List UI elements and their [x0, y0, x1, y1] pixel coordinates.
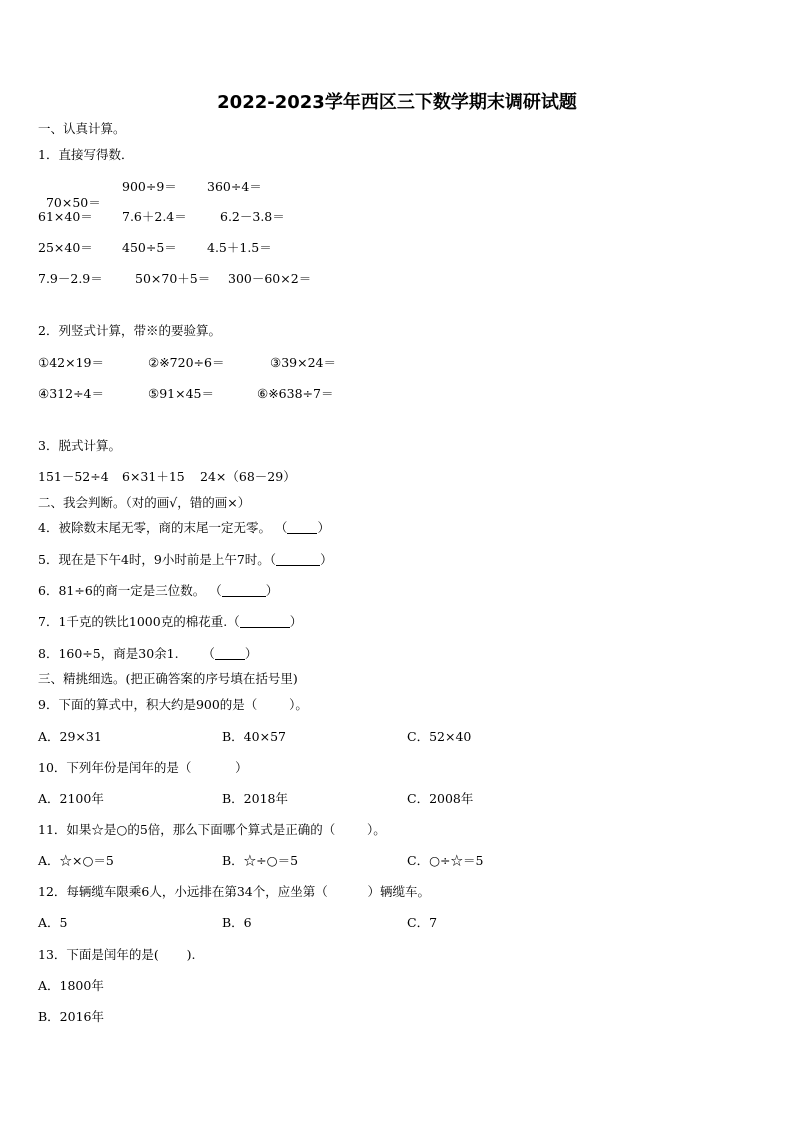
q2-item: ②※720÷6＝ — [148, 355, 225, 370]
judge-close: ） — [265, 583, 279, 598]
choice-option[interactable]: A．29×31 — [38, 729, 102, 744]
judge-close: ） — [320, 552, 333, 567]
q2-item: ⑤91×45＝ — [148, 386, 214, 401]
judge-text: 7．1千克的铁比1000克的棉花重.（ — [38, 614, 240, 629]
judge-close: ） — [244, 646, 258, 661]
choice-option[interactable]: A．☆×○＝5 — [38, 853, 114, 868]
q2-item: ④312÷4＝ — [38, 386, 104, 401]
choice-stem: 12．每辆缆车限乘6人，小远排在第34个，应坐第（ ）辆缆车。 — [38, 884, 430, 899]
choice-option[interactable]: B．☆÷○＝5 — [222, 853, 299, 868]
q1-item: 50×70＋5＝ — [135, 271, 211, 286]
judge-item — [38, 520, 330, 536]
question-2-stem: 2．列竖式计算，带※的要验算。 — [38, 323, 221, 338]
q2-item: ③39×24＝ — [270, 355, 336, 370]
q1-item: 25×40＝ — [38, 240, 93, 255]
q3-item: 6×31＋15 — [122, 469, 185, 484]
judge-item — [38, 614, 302, 630]
question-3-stem: 3．脱式计算。 — [38, 438, 121, 453]
section-3-heading: 三、精挑细选。(把正确答案的序号填在括号里) — [38, 671, 298, 686]
judge-text: 4．被除数末尾无零，商的末尾一定无零。 （ — [38, 520, 288, 535]
judge-text: 6．81÷6的商一定是三位数。 （ — [38, 583, 222, 598]
judge-text: 5．现在是下午4时，9小时前是上午7时。（ — [38, 552, 277, 567]
q3-item: 151－52÷4 — [38, 469, 109, 484]
judge-item — [38, 583, 278, 599]
choice-option[interactable]: B．40×57 — [222, 729, 286, 744]
section-2-heading: 二、我会判断。（对的画√，错的画×） — [38, 495, 251, 510]
choice-option[interactable]: A．2100年 — [38, 791, 104, 806]
choice-stem: 11．如果☆是○的5倍，那么下面哪个算式是正确的（ ）。 — [38, 822, 386, 837]
answer-blank[interactable] — [240, 615, 290, 628]
q1-item: 6.2－3.8＝ — [220, 209, 285, 224]
q1-item: 4.5＋1.5＝ — [207, 240, 272, 255]
choice-option[interactable]: B．2018年 — [222, 791, 288, 806]
q1-item: 7.6＋2.4＝ — [122, 209, 187, 224]
q2-item: ⑥※638÷7＝ — [257, 386, 334, 401]
answer-blank[interactable] — [222, 584, 266, 597]
judge-item — [38, 552, 333, 568]
section-1-heading: 一、认真计算。 — [38, 121, 126, 136]
q1-item: 300－60×2＝ — [228, 271, 312, 286]
judge-text: 8．160÷5，商是30余1. （ — [38, 646, 215, 661]
page-title: 2022-2023学年西区三下数学期末调研试题 — [217, 92, 577, 113]
judge-item — [38, 646, 257, 662]
q1-item: 900÷9＝ — [122, 179, 177, 194]
choice-option[interactable]: B．2016年 — [38, 1009, 104, 1024]
choice-option[interactable]: C．52×40 — [407, 729, 472, 744]
choice-stem: 10．下列年份是闰年的是（ ） — [38, 760, 248, 775]
choice-option[interactable]: C．○÷☆＝5 — [407, 853, 484, 868]
choice-option[interactable]: A．5 — [38, 915, 68, 930]
answer-blank[interactable] — [287, 521, 317, 534]
question-1-stem: 1．直接写得数． — [38, 147, 134, 162]
choice-stem: 9．下面的算式中，积大约是900的是（ ）。 — [38, 697, 308, 712]
q1-item: 360÷4＝ — [207, 179, 262, 194]
choice-option[interactable]: C．7 — [407, 915, 438, 930]
q2-item: ①42×19＝ — [38, 355, 104, 370]
q1-item: 7.9－2.9＝ — [38, 271, 103, 286]
answer-blank[interactable] — [276, 553, 320, 566]
choice-option[interactable]: C．2008年 — [407, 791, 474, 806]
q1-item: 450÷5＝ — [122, 240, 177, 255]
judge-close: ） — [317, 520, 330, 535]
q1-item: 61×40＝ — [38, 209, 93, 224]
q3-item: 24×（68－29） — [200, 469, 296, 484]
judge-close: ） — [289, 614, 303, 629]
q1-row — [38, 179, 101, 211]
q1-item: 70×50＝ — [45, 195, 101, 210]
answer-blank[interactable] — [215, 647, 245, 660]
choice-option[interactable]: A．1800年 — [38, 978, 104, 993]
choice-stem: 13．下面是闰年的是( ). — [38, 947, 196, 962]
choice-option[interactable]: B．6 — [222, 915, 252, 930]
